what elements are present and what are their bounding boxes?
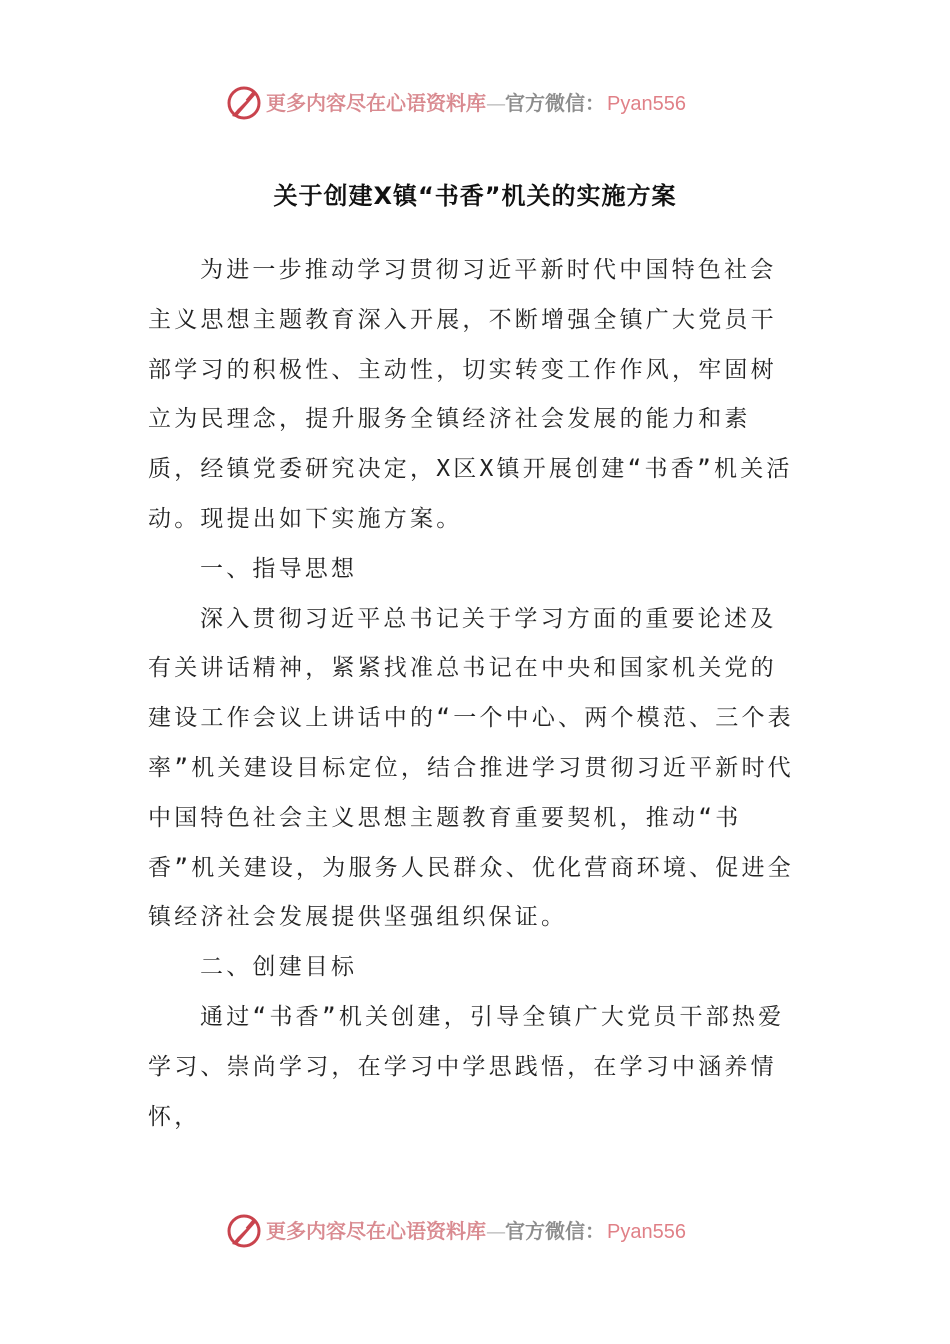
document-body	[148, 246, 800, 1142]
paragraph-goals: 通过“书香”机关创建，引导全镇广大党员干部热爱学习、崇尚学习，在学习中学思践悟，在学习中涵养情怀，	[148, 1003, 785, 1130]
paragraph-guiding-ideology: 深入贯彻习近平总书记关于学习方面的重要论述及有关讲话精神，紧紧找准总书记在中央和国家机关党的建设工作会议上讲话中的“一个中心、两个模范、三个表率”机关建设目标定位，结合推进学习贯彻习近平新时代中国特色社会主义思想主题教育重要契机，推动“书香”机关建设，为服务人民群众、优化营商环境、促进全镇经济社会发展提供坚强组织保证。	[148, 605, 794, 931]
watermark-dash: —	[486, 1219, 505, 1243]
quill-circle-icon	[224, 82, 264, 122]
watermark-text	[266, 1216, 686, 1246]
watermark-banner-bottom	[0, 1208, 950, 1252]
watermark-sub-text: 官方微信：	[505, 1219, 605, 1243]
section-heading-goals: 二、创建目标	[200, 954, 358, 981]
watermark-dash: —	[486, 91, 505, 115]
watermark-text	[266, 88, 686, 118]
watermark-code: Pyan556	[607, 1221, 686, 1243]
watermark-sub-text: 官方微信：	[505, 91, 605, 115]
watermark-main-text: 更多内容尽在心语资料库	[266, 91, 486, 115]
quill-circle-icon	[224, 1210, 264, 1250]
watermark-code: Pyan556	[607, 93, 686, 115]
paragraph-intro: 为进一步推动学习贯彻习近平新时代中国特色社会主义思想主题教育深入开展，不断增强全镇广大党员干部学习的积极性、主动性，切实转变工作作风，牢固树立为民理念，提升服务全镇经济社会发展的能力和素质，经镇党委研究决定，X区X镇开展创建“书香”机关活动。现提出如下实施方案。	[148, 257, 793, 532]
section-heading-guiding-ideology: 一、指导思想	[200, 555, 358, 582]
watermark-main-text: 更多内容尽在心语资料库	[266, 1219, 486, 1243]
watermark-banner-top	[0, 80, 950, 124]
document-title: 关于创建X镇“书香”机关的实施方案	[273, 182, 677, 210]
